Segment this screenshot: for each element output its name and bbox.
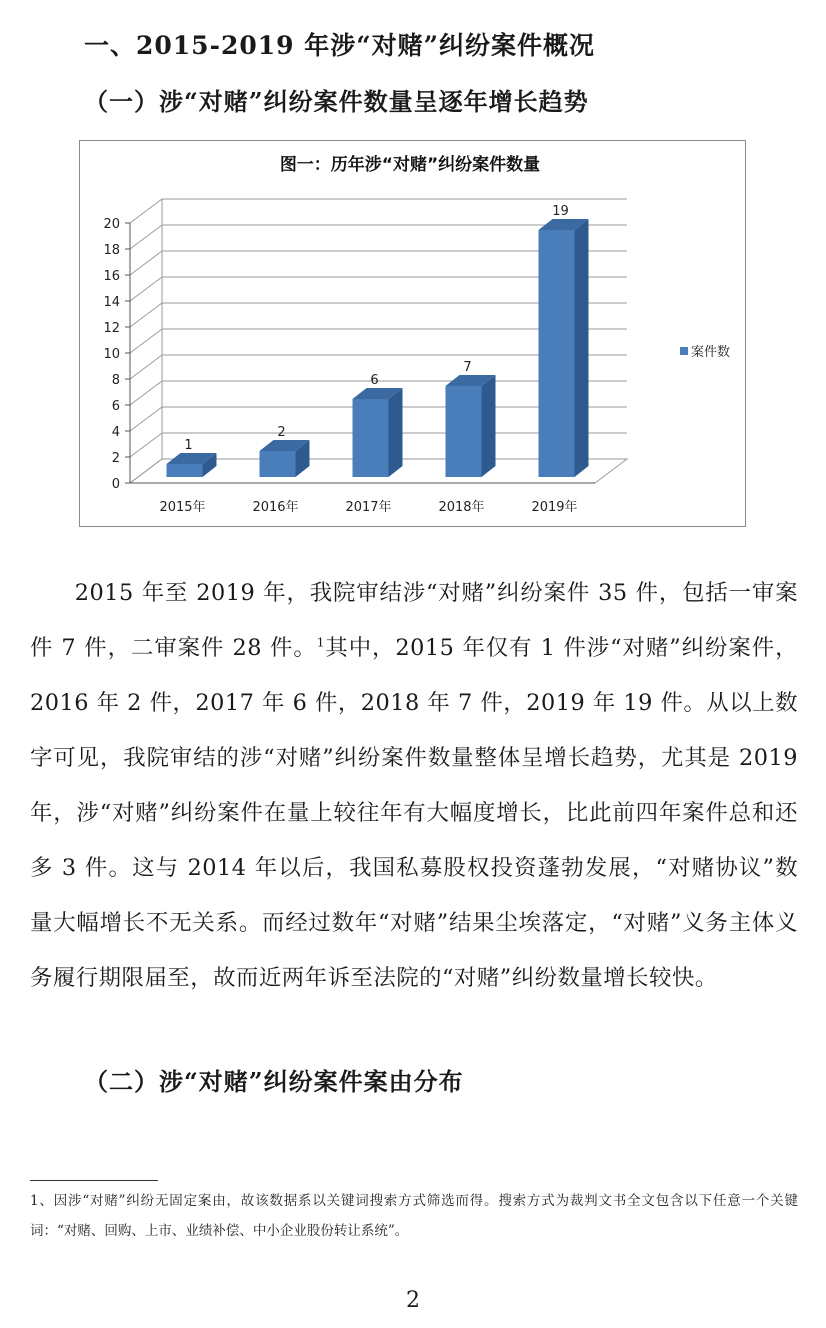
gridline-side [130,251,162,275]
gridline-side [130,355,162,379]
chart-title: 图一：历年涉“对赌”纠纷案件数量 [279,155,541,175]
gridline-side [130,329,162,353]
gridline-side [130,381,162,405]
chart-bars [167,219,589,477]
bar [260,451,296,477]
legend-label: 案件数 [691,345,731,360]
y-tick-label: 12 [103,321,120,336]
data-label: 6 [370,373,379,388]
y-tick-label: 8 [111,373,120,388]
y-tick-label: 4 [111,425,120,440]
subsection-heading-1: （一）涉“对赌”纠纷案件数量呈逐年增长趋势 [84,87,589,116]
gridline-side [130,303,162,327]
y-tick-label: 6 [111,399,120,414]
y-tick-label: 0 [111,477,120,492]
chart-svg [80,141,745,526]
data-label: 1 [184,438,193,453]
bar [539,230,575,477]
y-tick-label: 14 [103,295,120,310]
data-label: 19 [552,204,569,219]
y-tick-label: 18 [103,243,120,258]
footnote: 1、因涉“对赌”纠纷无固定案由，故该数据系以关键词搜索方式筛选而得。搜索方式为裁判文书全文包含以下任意一个关键词：“对赌、回购、上市、业绩补偿、中小企业股份转让系统”。 [30,1193,798,1239]
gridline-side [130,407,162,431]
section-heading: 一、2015-2019 年涉“对赌”纠纷案件概况 [84,31,596,60]
paragraph-text-2: 其中，2015 年仅有 1 件涉“对赌”纠纷案件，2016 年 2 件，2017 年 6 件，2018 年 7 件，2019 年 19 件。从以上数字可见，我院审结的涉“对赌”纠纷案件数量整体呈增长趋势，尤其是 2019 年，涉“对赌”纠纷案件在量上较往年有大幅度增长，比此前四年案件总和还多 3 件。这与 2014 年以后，我国私募股权投资蓬勃发展，“对赌协议”数量大幅增长不无关系。而经过数年“对赌”结果尘埃落定，“对赌”义务主体义务履行期限届至，故而近两年诉至法院的“对赌”纠纷数量增长较快。 [30,635,798,991]
chart-legend [680,344,730,360]
x-tick-label: 2017年 [345,500,392,515]
body-paragraph [30,566,798,1006]
footnote-rule [30,1180,158,1181]
bar-chart [79,140,746,527]
data-label: 2 [277,425,286,440]
x-tick-label: 2018年 [438,500,485,515]
bar [446,386,482,477]
y-tick-label: 10 [103,347,120,362]
page-number: 2 [406,1288,420,1313]
y-tick-label: 16 [103,269,120,284]
y-tick-label: 20 [103,217,120,232]
bar [353,399,389,477]
data-label: 7 [463,360,472,375]
subsection-heading-2: （二）涉“对赌”纠纷案件案由分布 [84,1067,464,1096]
y-tick-label: 2 [111,451,120,466]
bar-side [575,219,589,477]
paragraph-text-1: 2015 年至 2019 年，我院审结涉“对赌”纠纷案件 35 件，包括一审案件 7 件，二审案件 28 件。 [30,580,798,661]
gridline-side [130,433,162,457]
x-tick-label: 2019年 [531,500,578,515]
bar-side [482,375,496,477]
footnote-marker: 1 [316,635,325,650]
bar [167,464,203,477]
x-tick-label: 2015年 [159,500,206,515]
gridline-side [130,225,162,249]
gridline-side [130,277,162,301]
gridline-side [130,199,162,223]
x-tick-label: 2016年 [252,500,299,515]
legend-swatch [680,347,688,355]
bar-side [389,388,403,477]
